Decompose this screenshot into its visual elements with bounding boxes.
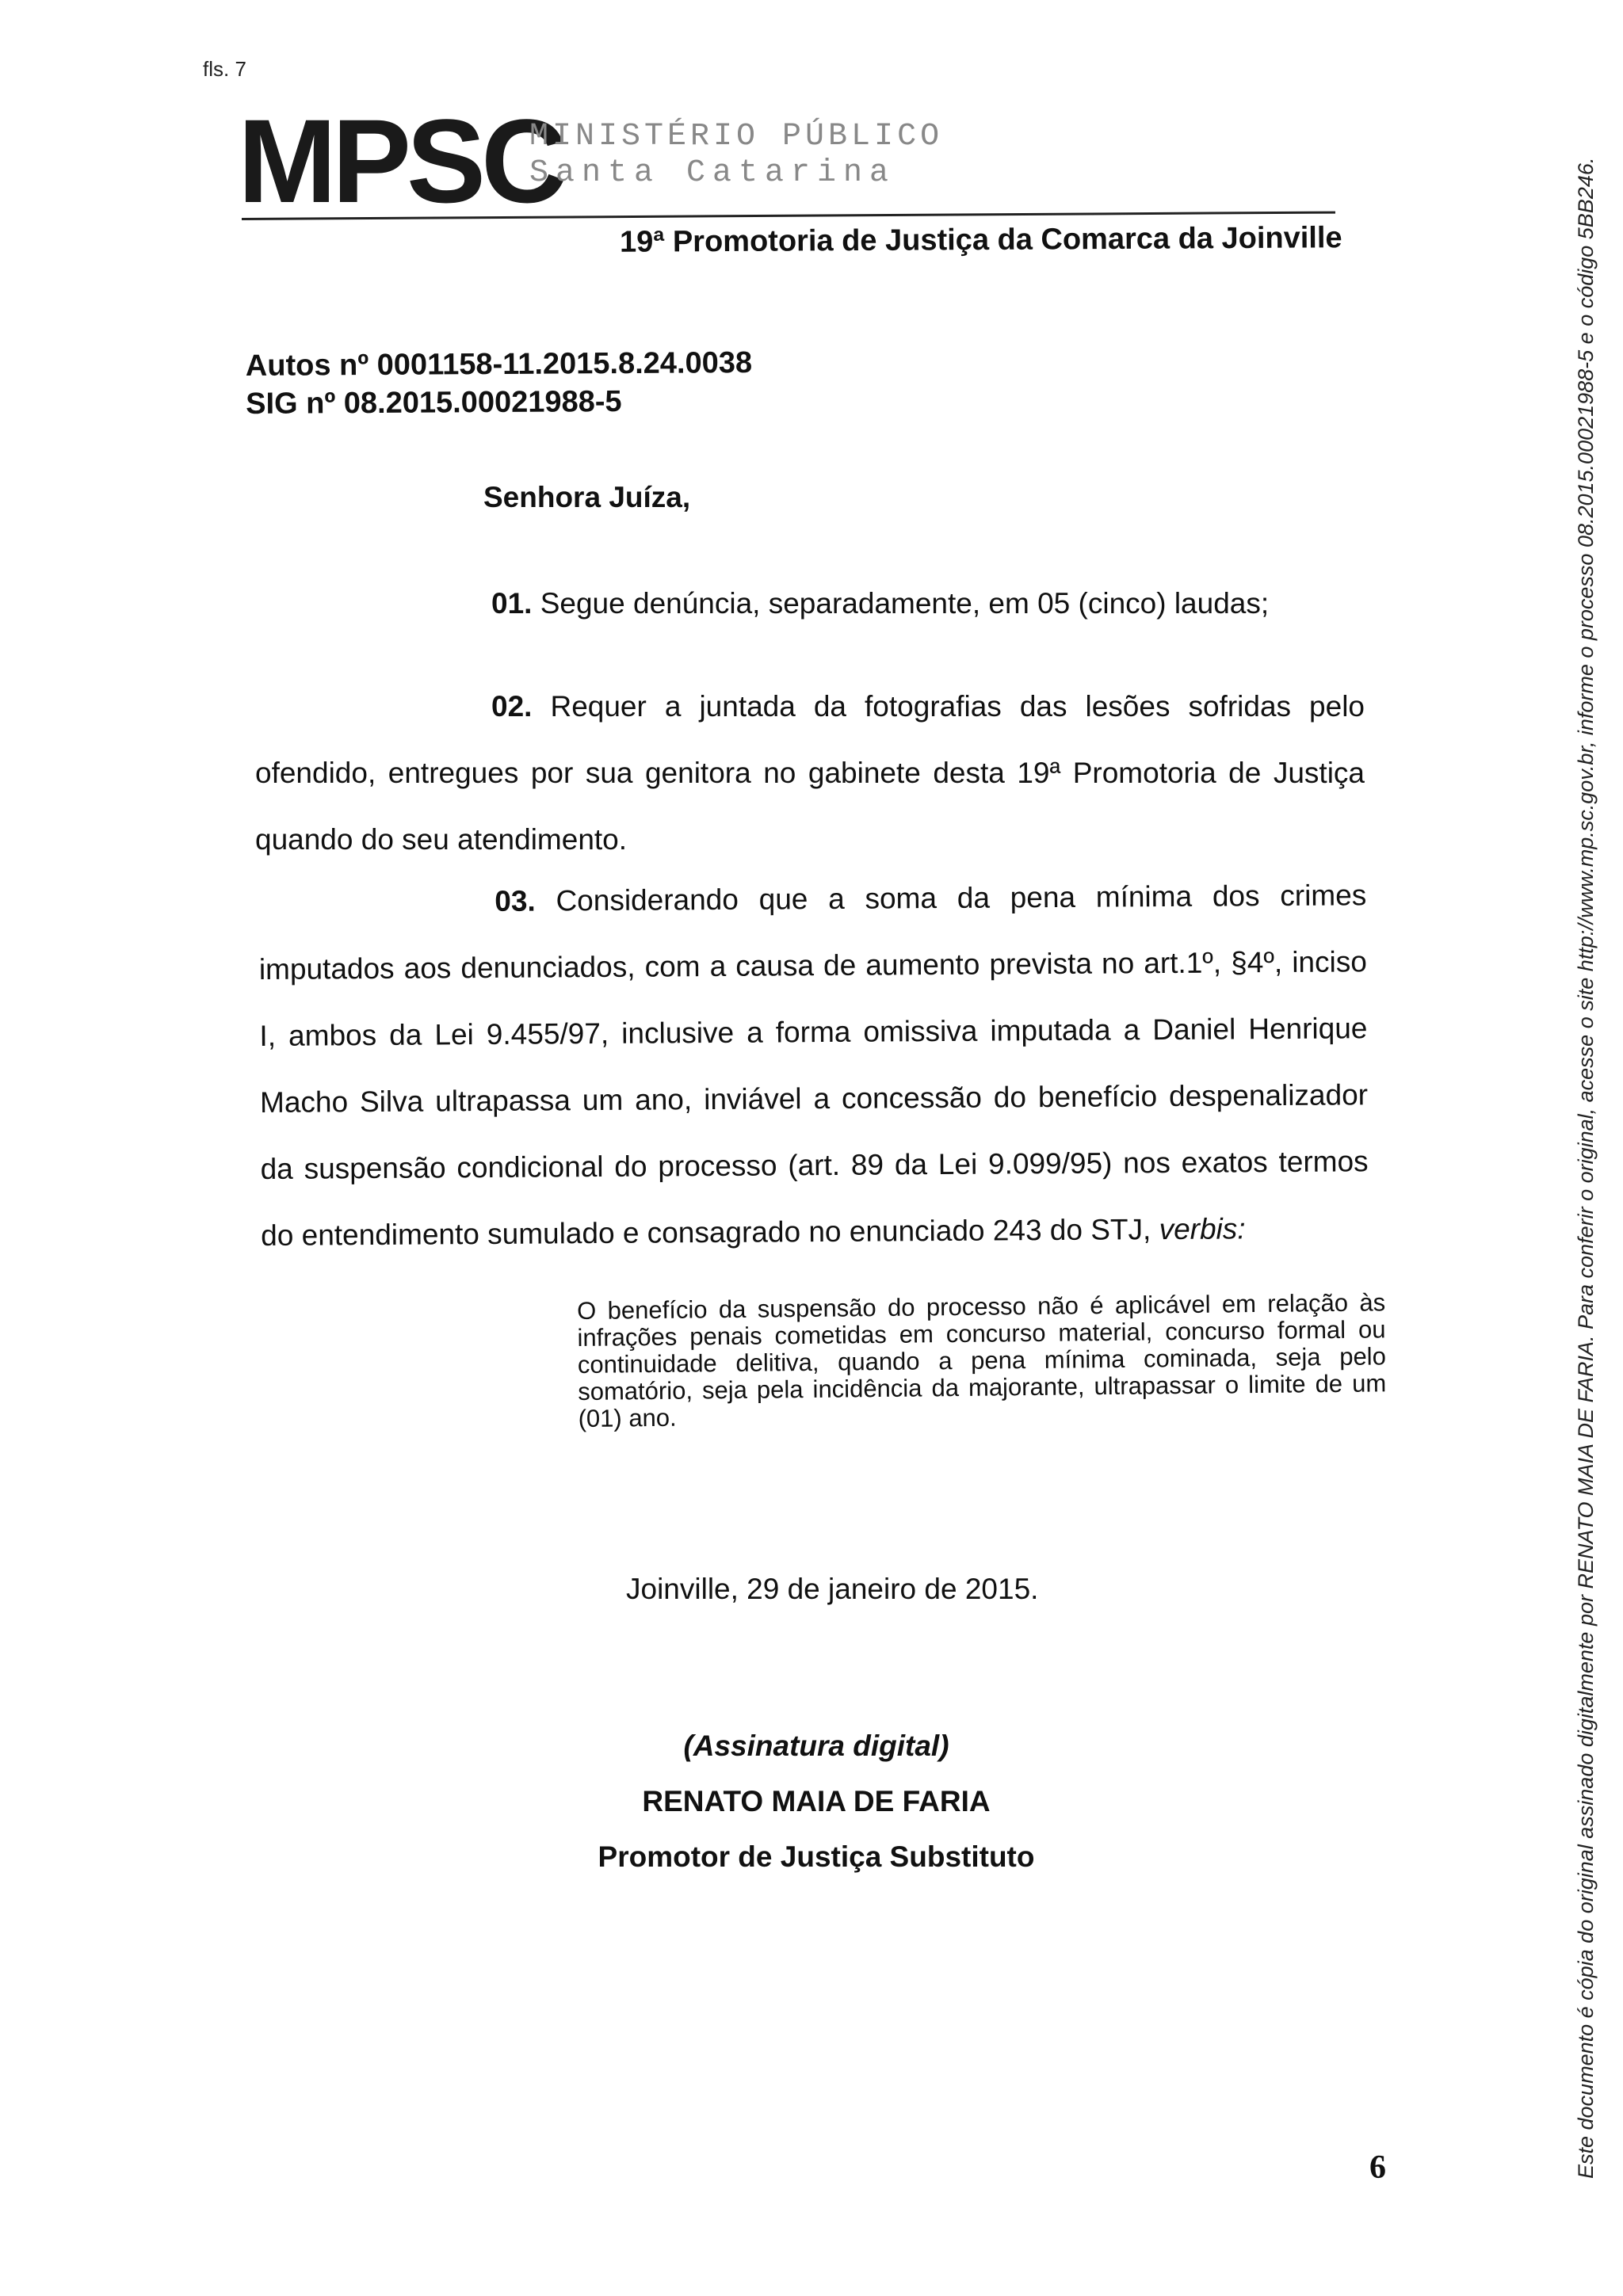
paragraph-02 [255, 673, 1365, 873]
signer-name: RENATO MAIA DE FARIA [642, 1785, 991, 1817]
legal-quote: O benefício da suspensão do processo não é aplicável em relação às infrações penais cometidas em concurso material, concurso formal ou continuidade delitiva, quando a pena mínima cominada, seja pelo somatório, seja pela incidência da majorante, ultrapassar o limite de um (01) ano. [576, 1288, 1387, 1432]
place-date: Joinville, 29 de janeiro de 2015. [626, 1573, 1039, 1605]
paragraph-01-text: Segue denúncia, separadamente, em 05 (cinco) laudas; [540, 587, 1270, 620]
header-title: 19ª Promotoria de Justiça da Comarca da Joinville [619, 221, 1342, 259]
digital-signature-notice: Este documento é cópia do original assinado digitalmente por RENATO MAIA DE FARIA. Para conferir o original, acesse o site http://www.mp.sc.gov.br, informe o processo 08.2015.00021988-5 e o código 5BB246. [1574, 157, 1598, 2179]
paragraph-03 [258, 862, 1369, 1269]
paragraph-01-number: 01. [491, 587, 533, 620]
logo-letters: MPSC [238, 94, 563, 227]
paragraph-01 [491, 570, 1269, 637]
mpsc-logo [238, 94, 563, 227]
page-number: 6 [1369, 2149, 1386, 2186]
signature-note: (Assinatura digital) [683, 1730, 949, 1762]
case-identifiers [246, 344, 753, 423]
paragraph-02-text: Requer a juntada da fotografias das lesões sofridas pelo ofendido, entregues por sua genitora no gabinete desta 19ª Promotoria de Justiça quando do seu atendimento. [255, 690, 1365, 856]
signer-role: Promotor de Justiça Substituto [598, 1840, 1035, 1873]
folio-label: fls. 7 [203, 57, 246, 81]
autos-number: Autos nº 0001158-11.2015.8.24.0038 [245, 346, 753, 383]
paragraph-03-text: Considerando que a soma da pena mínima dos crimes imputados aos denunciados, com a causa de aumento prevista no art.1º, §4º, inciso I, ambos da Lei 9.455/97, inclusive a forma omissiva imputada a Daniel Henrique Macho Silva ultrapassa um ano, inviável a concessão do benefício despenalizador da suspensão condicional do processo (art. 89 da Lei 9.099/95) nos exatos termos do entendimento sumulado e consagrado no enunciado 243 do STJ, [258, 879, 1369, 1252]
paragraph-03-verbis: verbis: [1159, 1212, 1246, 1246]
logo-subtitle-line1: MINISTÉRIO PÚBLICO [529, 119, 944, 154]
logo-subtitle-line2: Santa Catarina [529, 155, 896, 191]
salutation: Senhora Juíza, [483, 481, 691, 513]
sig-number: SIG nº 08.2015.00021988-5 [246, 385, 622, 421]
paragraph-03-number: 03. [495, 884, 536, 917]
paragraph-02-number: 02. [491, 690, 533, 723]
